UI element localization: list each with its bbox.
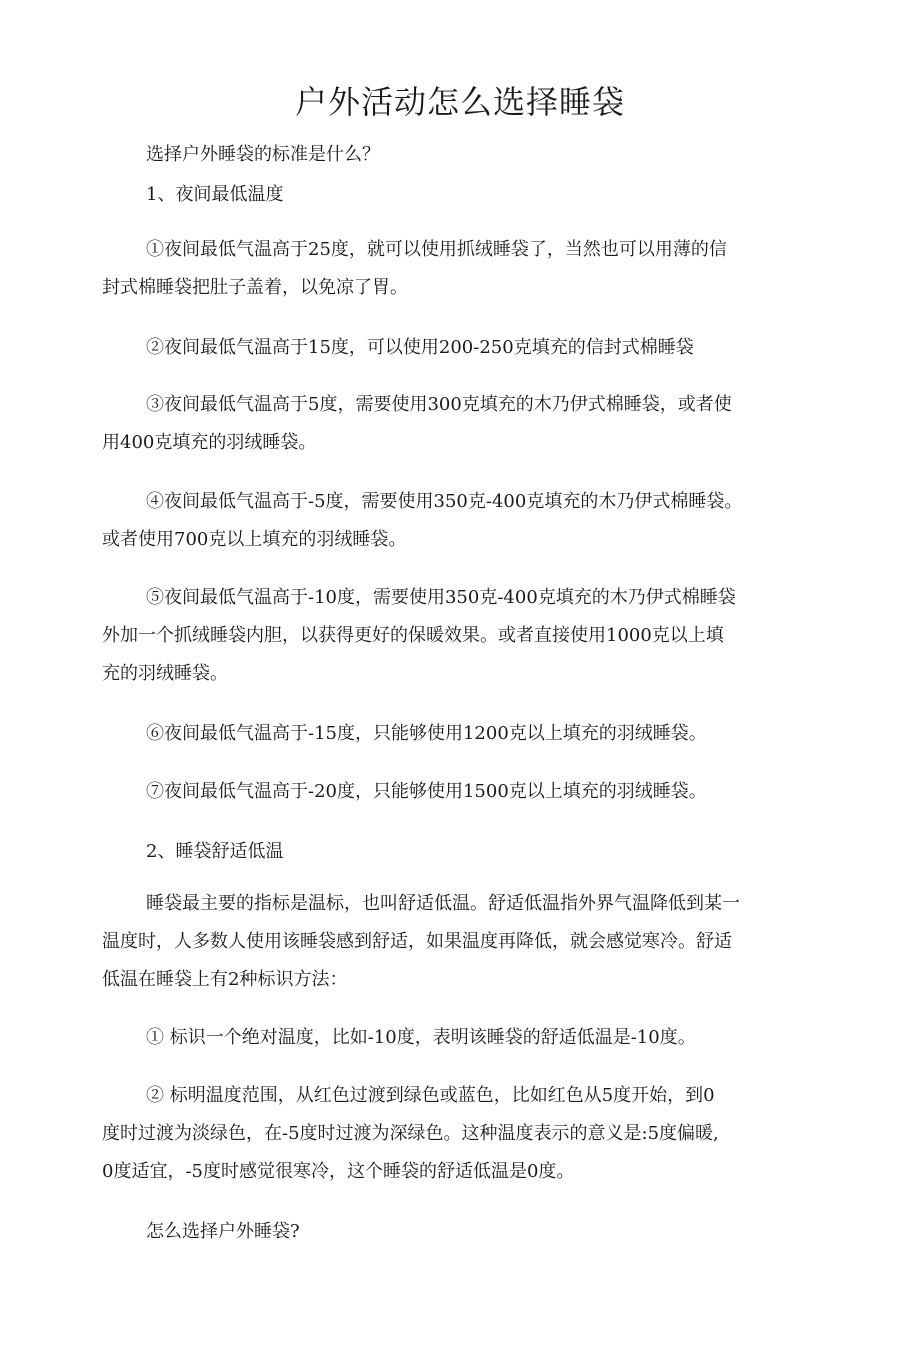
method-line: ① 标识一个绝对温度，比如-10度，表明该睡袋的舒适低温是-10度。 [146,1027,696,1048]
item-line: 或者使用700克以上填充的羽绒睡袋。 [102,529,407,550]
item-line: 充的羽绒睡袋。 [102,663,228,684]
list-item [102,715,772,753]
item-line: ④夜间最低气温高于-5度，需要使用350克-400克填充的木乃伊式棉睡袋。 [146,491,743,512]
list-item [102,483,772,559]
list-item [102,579,772,693]
section1-heading: 1、夜间最低温度 [146,184,284,205]
page-title: 户外活动怎么选择睡袋 [294,83,625,121]
intro-line: 温度时，人多数人使用该睡袋感到舒适，如果温度再降低，就会感觉寒冷。舒适 [102,931,732,952]
intro-line: 睡袋最主要的指标是温标，也叫舒适低温。舒适低温指外界气温降低到某一 [146,893,740,914]
method-line: 0度适宜，-5度时感觉很寒冷，这个睡袋的舒适低温是0度。 [102,1161,575,1182]
intro-question: 选择户外睡袋的标准是什么？ [146,144,380,165]
intro-line: 低温在睡袋上有2种标识方法： [102,969,348,990]
item-line: ⑥夜间最低气温高于-15度，只能够使用1200克以上填充的羽绒睡袋。 [146,723,707,744]
item-line: ③夜间最低气温高于5度，需要使用300克填充的木乃伊式棉睡袋，或者使 [146,394,732,415]
item-line: ②夜间最低气温高于15度，可以使用200-250克填充的信封式棉睡袋 [146,337,694,358]
list-item [102,386,772,462]
item-line: 用400克填充的羽绒睡袋。 [102,432,317,453]
closing-question: 怎么选择户外睡袋? [146,1221,300,1242]
method-item [102,1077,772,1191]
section2-intro [102,885,772,999]
item-line: ⑦夜间最低气温高于-20度，只能够使用1500克以上填充的羽绒睡袋。 [146,781,707,802]
item-line: 封式棉睡袋把肚子盖着，以免凉了胃。 [102,277,408,298]
method-line: 度时过渡为淡绿色，在-5度时过渡为深绿色。这种温度表示的意义是:5度偏暖, [102,1123,719,1144]
method-line: ② 标明温度范围，从红色过渡到绿色或蓝色，比如红色从5度开始，到0 [146,1085,715,1106]
section2-heading: 2、睡袋舒适低温 [146,841,284,862]
item-line: ①夜间最低气温高于25度，就可以使用抓绒睡袋了，当然也可以用薄的信 [146,239,727,260]
item-line: ⑤夜间最低气温高于-10度，需要使用350克-400克填充的木乃伊式棉睡袋 [146,587,736,608]
item-line: 外加一个抓绒睡袋内胆，以获得更好的保暖效果。或者直接使用1000克以上填 [102,625,724,646]
method-item [102,1019,772,1057]
list-item [102,773,772,811]
list-item [102,329,772,367]
list-item [102,231,772,307]
